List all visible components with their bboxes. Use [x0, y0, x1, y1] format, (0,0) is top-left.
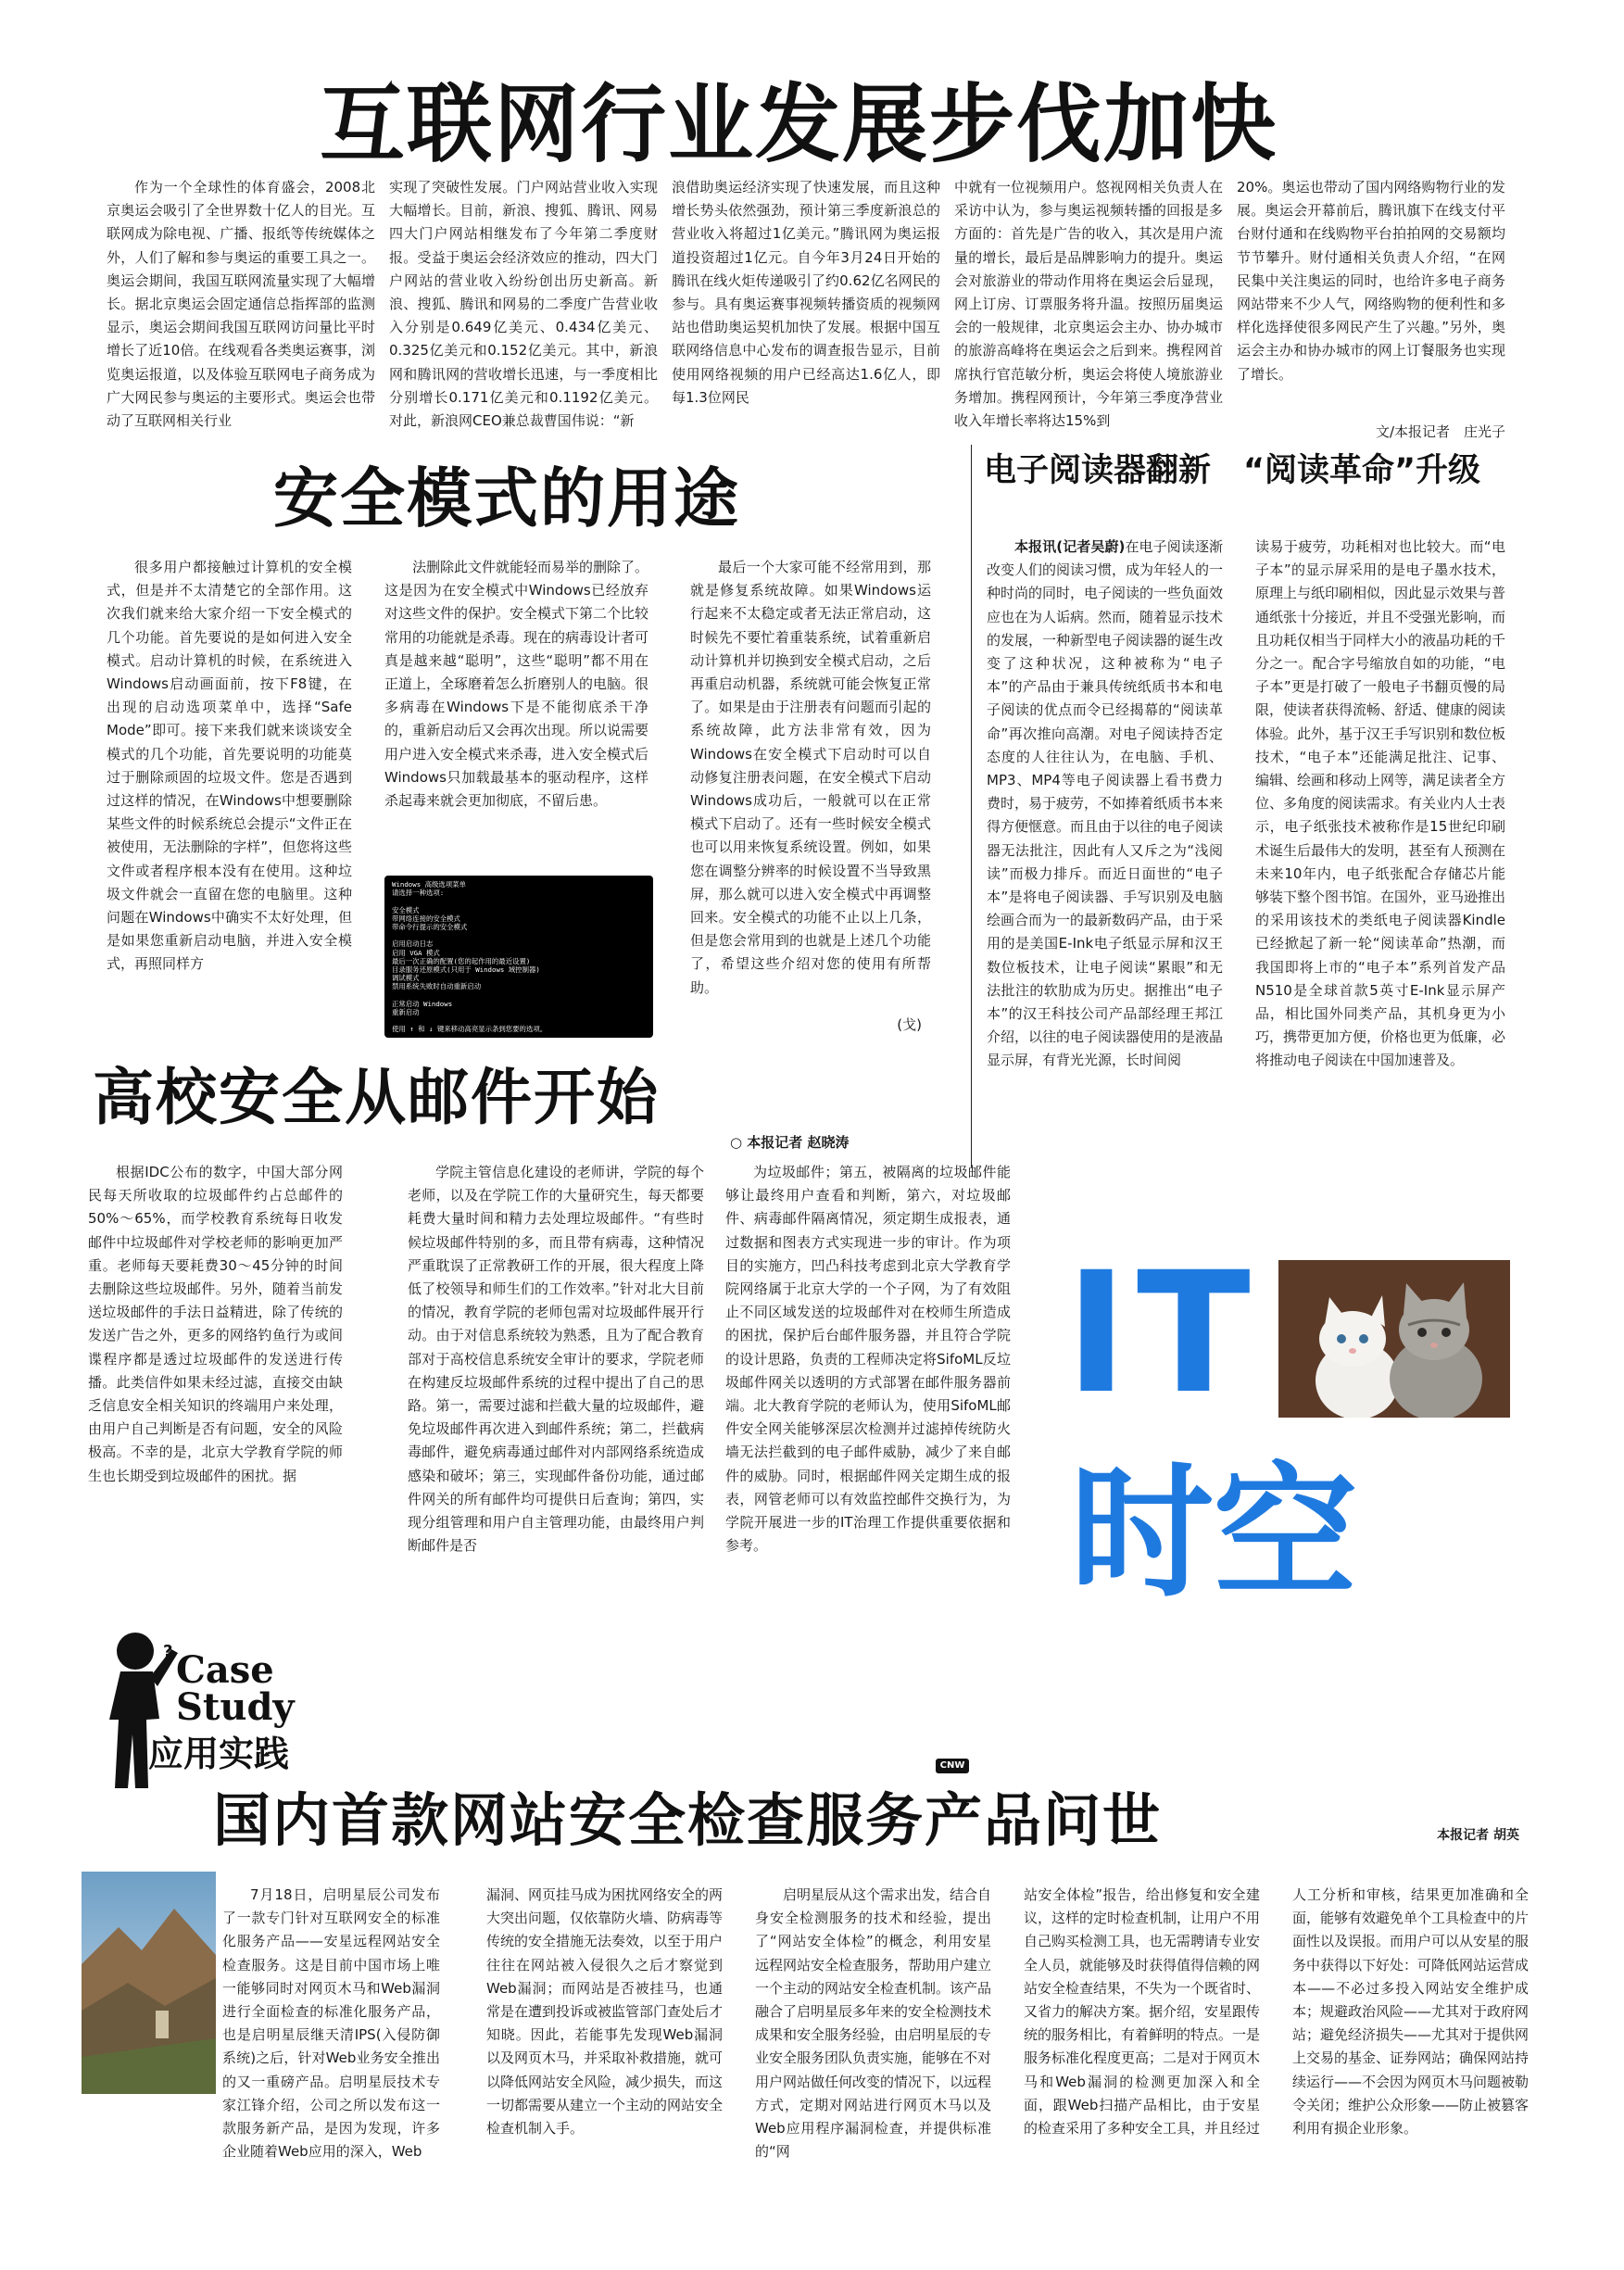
safe-mode-menu-line: 带网络连接的安全模式	[392, 914, 460, 923]
safe-mode-screenshot	[384, 876, 653, 1038]
article4-column-1: 根据IDC公布的数字，中国大部分网民每天所收取的垃圾邮件约占总邮件的50%～65%，而学校教育系统每日收发邮件中垃圾邮件对学校老师的影响更加严重。老师每天要耗费30～45分钟的时间去删除这些垃圾邮件。另外，随着当前发送垃圾邮件的手法日益精进，除了传统的发送广告之外，更多的网络钓鱼行为或间谍程序都是透过垃圾邮件的发送进行传播。此类信件如果未经过滤，直接交由缺乏信息安全相关知识的终端用户来处理，由用户自己判断是否有问题，安全的风险极高。不幸的是，北京大学教育学院的师生也长期受到垃圾邮件的困扰。据	[88, 1164, 343, 1484]
section-label-it: IT	[1065, 1237, 1260, 1431]
headline-ebook-reader: 电子阅读器翻新 “阅读革命”升级	[984, 452, 1481, 489]
safe-mode-menu-line: 安全模式	[392, 905, 420, 914]
article3-byline: 本报讯(记者吴蔚)	[1014, 538, 1126, 555]
cnw-logo: CNW	[936, 1759, 969, 1773]
article1-column-2: 实现了突破性发展。门户网站营业收入实现大幅增长。目前，新浪、搜狐、腾讯、网易四大门户网站相继发布了今年第二季度财报。受益于奥运会经济效应的推动，四大门户网站的营业收入纷纷创出历史新高。新浪、搜狐、腾讯和网易的二季度广告营业收入分别是0.649亿美元、0.434亿美元、0.325亿美元和0.152亿美元。其中，新浪网和腾讯网的营收增长迅速，与一季度相比分别增长0.171亿美元和0.1192亿美元。对此，新浪网CEO兼总裁曹国伟说：“新	[389, 179, 658, 430]
safe-mode-menu-line: 重新启动	[392, 1008, 420, 1017]
kittens-photo	[1278, 1260, 1510, 1418]
case-study-line-2: Study	[176, 1685, 295, 1729]
article5-column-2: 漏洞、网页挂马成为困扰网络安全的两大突出问题，仅依靠防火墙、防病毒等传统的安全措施无法奏效，以至于用户往往在网站被入侵很久之后才察觉到Web漏洞；而网站是否被挂马，也通常是在遭到投诉或被监管部门查处后才知晓。因此，若能事先发现Web漏洞以及网页木马，并采取补救措施，就可以降低网站安全风险，减少损失，而这一切都需要从建立一个主动的网站安全检查机制入手。	[486, 1886, 723, 2138]
article5-column-3: 启明星辰从这个需求出发，结合自身安全检测服务的技术和经验，提出了“网站安全体检”的概念，利用安星远程网站安全检查服务，帮助用户建立一个主动的网站安全检查机制。该产品融合了启明星辰多年来的安全检测技术成果和安全服务经验，由启明星辰的专业安全服务团队负责实施，能够在不对用户网站做任何改变的情况下，以远程方式，定期对网站进行网页木马以及Web应用程序漏洞检查，并提供标准的“网	[755, 1886, 991, 2161]
article4-byline: ○ 本报记者 赵晓涛	[730, 1134, 850, 1151]
safe-mode-menu-line	[392, 1016, 646, 1025]
article5-byline: 本报记者 胡英	[1437, 1828, 1519, 1843]
article4-column-3: 为垃圾邮件；第五，被隔离的垃圾邮件能够让最终用户查看和判断，第六，对垃圾邮件、病毒邮件隔离情况，须定期生成报表，通过数据和图表方式实现进一步的审计。作为项目的实施方，凹凸科技考虑到北京大学教育学院网络属于北京大学的一个子网，为了有效阻止不同区域发送的垃圾邮件对在校师生所造成的困扰，保护后台邮件服务器，并且符合学院的设计思路，负责的工程师决定将SifoML反垃圾邮件网关以透明的方式部署在邮件服务器前端。北大教育学院的老师认为，使用SifoML邮件安全网关能够深层次检测并过滤掉传统防火墙无法拦截到的电子邮件威胁，减少了来自邮件的威胁。同时，根据邮件网关定期生成的报表，网管老师可以有效监控邮件交换行为，为学院开展进一步的IT治理工作提供重要依据和参考。	[725, 1164, 1011, 1555]
article1-column-4: 中就有一位视频用户。悠视网相关负责人在采访中认为，参与奥运视频转播的回报是多方面的：首先是广告的收入，其次是用户流量的增长，最后是品牌影响力的提升。奥运会对旅游业的带动作用将在奥运会后显现，网上订房、订票服务将升温。按照历届奥运会的一般规律，北京奥运会主办、协办城市的旅游高峰将在奥运会之后到来。携程网首席执行官范敏分析，奥运会将使人境旅游业务增加。携程网预计，今年第三季度净营业收入年增长率将达15%到	[954, 179, 1223, 430]
case-study-line-1: Case	[176, 1648, 274, 1692]
safe-mode-menu-line: 请选择一种选项:	[392, 889, 445, 898]
safe-mode-menu-text	[384, 876, 653, 1038]
section-label-shikong: 时空	[1070, 1449, 1357, 1617]
article2-column-1: 很多用户都接触过计算机的安全模式，但是并不太清楚它的全部作用。这次我们就来给大家介绍一下安全模式的几个功能。首先要说的是如何进入安全模式。启动计算机的时候，在系统进入Windows启动画面前，按下F8键，在出现的启动选项菜单中，选择“Safe Mode”即可。接下来我们就来谈谈安全模式的几个功能，首先要说明的功能莫过于删除顽固的垃圾文件。您是否遇到过这样的情况，在Windows中想要删除某些文件的时候系统总会提示“文件正在被使用，无法删除的字样”，但您将这些文件或者程序根本没有在使用。这种垃圾文件就会一直留在您的电脑里。这种问题在Windows中确实不太好处理，但是如果您重新启动电脑，并进入安全模式，再照同样方	[107, 559, 352, 973]
headline-website-security-service: 国内首款网站安全检查服务产品问世	[213, 1786, 1163, 1854]
article3-column-1	[987, 536, 1223, 1170]
article5-column-5: 人工分析和审核，结果更加准确和全面，能够有效避免单个工具检查中的片面性以及误报。而用户可以从安星的服务中获得以下好处：可降低网站运营成本——不必过多投入网站安全维护成本；规避政治风险——尤其对于政府网站；避免经济损失——尤其对于提供网上交易的基金、证券网站；确保网站持续运行——不会因为网页木马问题被勒令关闭；维护公众形象——防止被篡客利用有损企业形象。	[1292, 1886, 1529, 2138]
safe-mode-menu-line: 启用启动日志	[392, 940, 434, 949]
article2-column-3: 最后一个大家可能不经常用到，那就是修复系统故障。如果Windows运行起来不太稳定或者无法正常启动，这时候先不要忙着重装系统，试着重新启动计算机并切换到安全模式启动，之后再重启动机器，系统就可能会恢复正常了。如果是由于注册表有问题而引起的系统故障，此方法非常有效，因为Windows在安全模式下启动时可以自动修复注册表问题，在安全模式下启动Windows成功后，一般就可以在正常模式下启动了。还有一些时候安全模式也可以用来恢复系统设置。例如，如果您在调整分辨率的时候设置不当导致黑屏，那么就可以进入安全模式中再调整回来。安全模式的功能不止以上几条，但是您会常用到的也就是上述几个功能了，希望这些介绍对您的使用有所帮助。	[690, 559, 931, 996]
safe-mode-menu-line	[392, 931, 646, 940]
safe-mode-menu-line: Windows 高级选项菜单	[392, 880, 466, 889]
article1-column-5: 20%。奥运也带动了国内网络购物行业的发展。奥运会开幕前后，腾讯旗下在线支付平台财付通和在线购物平台拍拍网的交易额均节节攀升。财付通相关负责人介绍，“在网民集中关注奥运的同时，也给许多电子商务网站带来不少人气，网络购物的便利性和多样化选择使很多网民产生了兴趣。”另外，奥运会主办和协办城市的网上订餐服务也实现了增长。	[1237, 179, 1505, 383]
safe-mode-menu-line: 最后一次正确的配置(您的起作用的最近设置)	[392, 956, 531, 965]
article2-column-2: 法删除此文件就能轻而易举的删除了。这是因为在安全模式中Windows已经放弃对这些文件的保护。安全模式下第二个比较常用的功能就是杀毒。现在的病毒设计者可真是越来越“聪明”，这些“聪明”都不用在正道上，全琢磨着怎么折磨别人的电脑。很多病毒在Windows下是不能彻底杀干净的，重新启动后又会再次出现。所以说需要用户进入安全模式来杀毒，进入安全模式后Windows只加载最基本的驱动程序，这样杀起毒来就会更加彻底，不留后患。	[384, 559, 648, 810]
headline-safe-mode: 安全模式的用途	[273, 460, 740, 536]
safe-mode-menu-line: 调试模式	[392, 974, 420, 983]
safe-mode-menu-line: 启用 VGA 模式	[392, 948, 440, 957]
safe-mode-menu-line: 带命令行提示的安全模式	[392, 923, 468, 932]
safe-mode-menu-line: 正常启动 Windows	[392, 999, 453, 1008]
svg-text:?: ?	[163, 1642, 173, 1661]
safe-mode-menu-line	[392, 897, 646, 905]
article5-column-4: 站安全体检”报告，给出修复和安全建议，这样的定时检查机制，让用户不用自己购买检测工具，也无需聘请专业安全人员，就能够及时获得值得信赖的网站安全检查结果，不失为一个既省时、又省力的解决方案。据介绍，安星跟传统的服务相比，有着鲜明的特点。一是服务标准化程度更高；二是对于网页木马和Web漏洞的检测更加深入和全面，跟Web扫描产品相比，由于安星的检查采用了多种安全工具，并且经过	[1024, 1886, 1260, 2138]
landscape-photo	[82, 1872, 216, 2094]
safe-mode-menu-line: 目录服务还原模式(只用于 Windows 域控制器)	[392, 965, 540, 975]
divider-vertical	[971, 445, 972, 1167]
article3-column-2: 读易于疲劳，功耗相对也比较大。而“电子本”的显示屏采用的是电子墨水技术，原理上与纸印刷相似，因此显示效果与普通纸张十分接近，并且不受强光影响，而且功耗仅相当于同样大小的液晶功耗的千分之一。配合字号缩放自如的功能，“电子本”更是打破了一般电子书翻页慢的局限，使读者获得流畅、舒适、健康的阅读体验。此外，基于汉王手写识别和数位板技术，“电子本”还能满足批注、记事、编辑、绘画和移动上网等，满足读者全方位、多角度的阅读需求。有关业内人士表示，电子纸张技术被称作是15世纪印刷术诞生后最伟大的发明，甚至有人预测在未来10年内，电子纸张配合存储芯片能够装下整个图书馆。在国外，亚马逊推出的采用该技术的类纸电子阅读器Kindle已经掀起了新一轮“阅读革命”热潮，而我国即将上市的“电子本”系列首发产品N510是全球首款5英寸E-Ink显示屏产品，相比国外同类产品，其机身更为小巧，携带更加方便，价格也更为低廉，必将推动电子阅读在中国加速普及。	[1255, 538, 1505, 1069]
safe-mode-menu-line	[392, 991, 646, 1000]
article1-credit: 文/本报记者 庄光子	[1375, 423, 1505, 440]
article1-column-1: 作为一个全球性的体育盛会，2008北京奥运会吸引了全世界数十亿人的目光。互联网成为除电视、广播、报纸等传统媒体之外，人们了解和参与奥运的重要工具之一。奥运会期间，我国互联网流量实现了大幅增长。据北京奥运会固定通信总指挥部的监测显示，奥运会期间我国互联网访问量比平时增长了近10倍。在线观看各类奥运赛事，浏览奥运报道，以及体验互联网电子商务成为广大网民参与奥运的主要形式。奥运会也带动了互联网相关行业	[107, 179, 375, 430]
article1-column-3: 浪借助奥运经济实现了快速发展，而且这种增长势头依然强劲，预计第三季度新浪总的营业收入将超过1亿美元。”腾讯网为奥运报道投资超过1亿元。自今年3月24日开始的腾讯在线火炬传递吸引了约0.62亿名网民的参与。具有奥运赛事视频转播资质的视频网站也借助奥运契机加快了发展。根据中国互联网络信息中心发布的调查报告显示，目前使用网络视频的用户已经高达1.6亿人，即每1.3位网民	[672, 179, 940, 406]
safe-mode-menu-line: 使用 ↑ 和 ↓ 键来移动高亮显示条到您要的选项。	[392, 1025, 548, 1034]
article5-column-1: 7月18日，启明星辰公司发布了一款专门针对互联网安全的标准化服务产品——安星远程网站安全检查服务。这是目前中国市场上唯一能够同时对网页木马和Web漏洞进行全面检查的标准化服务产品，也是启明星辰继天清IPS(入侵防御系统)之后，针对Web业务安全推出的又一重磅产品。启明星辰技术专家江锋介绍，公司之所以发布这一款服务新产品，是因为发现，许多企业随着Web应用的深入，Web	[222, 1886, 440, 2161]
case-study-label	[176, 1648, 315, 1729]
headline-internet-industry: 互联网行业发展步伐加快	[320, 75, 1278, 174]
article4-column-2: 学院主管信息化建设的老师讲，学院的每个老师，以及在学院工作的大量研究生，每天都要耗费大量时间和精力去处理垃圾邮件。“有些时候垃圾邮件特别的多，而且带有病毒，这种情况严重耽误了正常教研工作的开展，很大程度上降低了校领导和师生们的工作效率。”针对北大目前的情况，教育学院的老师包需对垃圾邮件展开行动。由于对信息系统较为熟悉，且为了配合教育部对于高校信息系统安全审计的要求，学院老师在构建反垃圾邮件系统的过程中提出了自己的思路。第一，需要过滤和拦截大量的垃圾邮件，避免垃圾邮件再次进入到邮件系统；第二，拦截病毒邮件，避免病毒通过邮件对内部网络系统造成感染和破坏；第三，实现邮件备份功能，通过邮件网关的所有邮件均可提供日后查询；第四，实现分组管理和用户自主管理功能，由最终用户判断邮件是否	[408, 1164, 704, 1555]
article2-credit: (戈)	[897, 1016, 922, 1033]
safe-mode-menu-line: 禁用系统失败时自动重新启动	[392, 982, 482, 991]
case-study-chinese-label: 应用实践	[148, 1734, 290, 1774]
article3-text-1: 在电子阅读逐渐改变人们的阅读习惯，成为年轻人的一种时尚的同时，电子阅读的一些负面效应也在为人诟病。然而，随着显示技术的发展，一种新型电子阅读器的诞生改变了这种状况，这种被称为“电子本”的产品由于兼具传统纸质书本和电子阅读的优点而令已经揭幕的“阅读革命”再次推向高潮。对电子阅读持否定态度的人往往认为，在电脑、手机、MP3、MP4等电子阅读器上看书费力费时，易于疲劳，不如捧着纸质书本来得方便惬意。而且由于以往的电子阅读器无法批注，因此有人又斥之为“浅阅读”而极力排斥。而近日面世的“电子本”是将电子阅读器、手写识别及电脑绘画合而为一的最新数码产品，由于采用的是美国E-Ink电子纸显示屏和汉王数位板技术，让电子阅读“累眼”和无法批注的软肋成为历史。据推出“电子本”的汉王科技公司产品部经理王邦江介绍，以往的电子阅读器使用的是液晶显示屏，有背光光源，长时间阅	[987, 538, 1223, 1069]
headline-campus-email-security: 高校安全从邮件开始	[93, 1062, 660, 1133]
